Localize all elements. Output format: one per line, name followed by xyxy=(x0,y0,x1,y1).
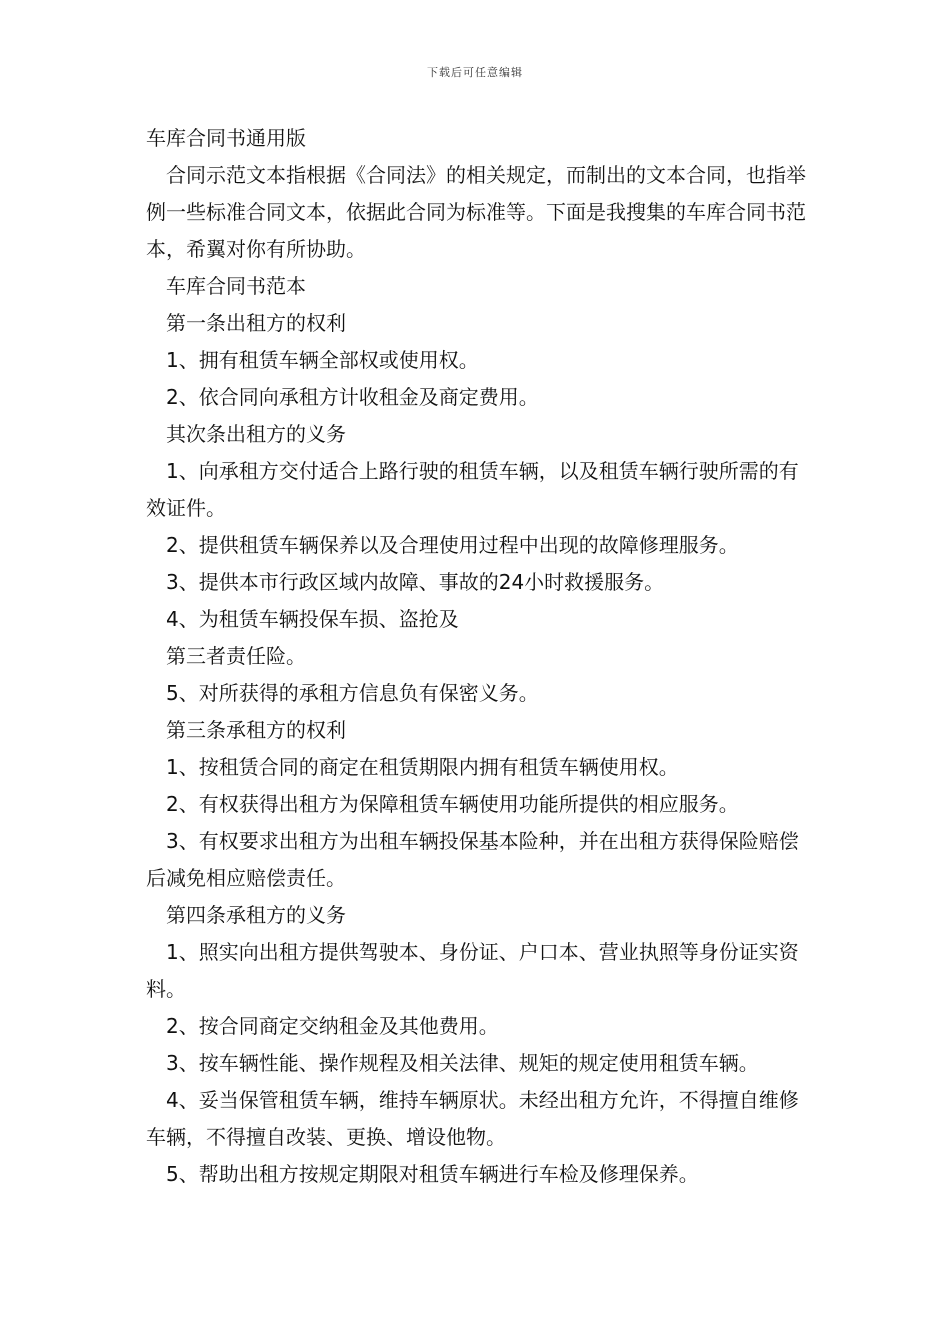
paragraph-article-4-title: 第四条承租方的义务 xyxy=(166,903,346,927)
paragraph-article-2-item-3: 3、提供本市行政区域内故障、事故的24小时救援服务。 xyxy=(166,570,665,594)
paragraph-article-2-item-4: 4、为租赁车辆投保车损、盗抢及 xyxy=(166,607,459,631)
paragraph-article-2-title: 其次条出租方的义务 xyxy=(166,422,346,446)
paragraph-article-1-item-2: 2、依合同向承租方计收租金及商定费用。 xyxy=(166,385,539,409)
paragraph-article-3-item-3: 3、有权要求出租方为出租车辆投保基本险种，并在出租方获得保险赔偿后减免相应赔偿责任。 xyxy=(146,829,799,890)
paragraph-article-3-item-2: 2、有权获得出租方为保障租赁车辆使用功能所提供的相应服务。 xyxy=(166,792,739,816)
paragraph-article-1-item-1: 1、拥有租赁车辆全部权或使用权。 xyxy=(166,348,479,372)
document-title: 车库合同书通用版 xyxy=(146,126,306,150)
paragraph-article-4-item-1: 1、照实向出租方提供驾驶本、身份证、户口本、营业执照等身份证实资料。 xyxy=(146,940,799,1001)
paragraph-article-3-item-1: 1、按租赁合同的商定在租赁期限内拥有租赁车辆使用权。 xyxy=(166,755,679,779)
paragraph-article-1-title: 第一条出租方的权利 xyxy=(166,311,346,335)
document-body xyxy=(146,120,806,1193)
paragraph-article-4-item-2: 2、按合同商定交纳租金及其他费用。 xyxy=(166,1014,499,1038)
header-note: 下载后可任意编辑 xyxy=(427,66,523,79)
paragraph-article-2-item-2: 2、提供租赁车辆保养以及合理使用过程中出现的故障修理服务。 xyxy=(166,533,739,557)
paragraph-article-4-item-4: 4、妥当保管租赁车辆，维持车辆原状。未经出租方允许，不得擅自维修车辆，不得擅自改装、更换、增设他物。 xyxy=(146,1088,799,1149)
paragraph-article-4-item-3: 3、按车辆性能、操作规程及相关法律、规矩的规定使用租赁车辆。 xyxy=(166,1051,759,1075)
paragraph-article-2-item-1: 1、向承租方交付适合上路行驶的租赁车辆，以及租赁车辆行驶所需的有效证件。 xyxy=(146,459,799,520)
paragraph-section-heading: 车库合同书范本 xyxy=(166,274,306,298)
paragraph-article-4-item-5: 5、帮助出租方按规定期限对租赁车辆进行车检及修理保养。 xyxy=(166,1162,699,1186)
paragraph-article-2-item-4-cont: 第三者责任险。 xyxy=(166,644,306,668)
paragraph-article-3-title: 第三条承租方的权利 xyxy=(166,718,346,742)
paragraph-intro: 合同示范文本指根据《合同法》的相关规定，而制出的文本合同，也指举例一些标准合同文本，依据此合同为标准等。下面是我搜集的车库合同书范本，希翼对你有所协助。 xyxy=(146,163,806,261)
paragraph-article-2-item-5: 5、对所获得的承租方信息负有保密义务。 xyxy=(166,681,539,705)
